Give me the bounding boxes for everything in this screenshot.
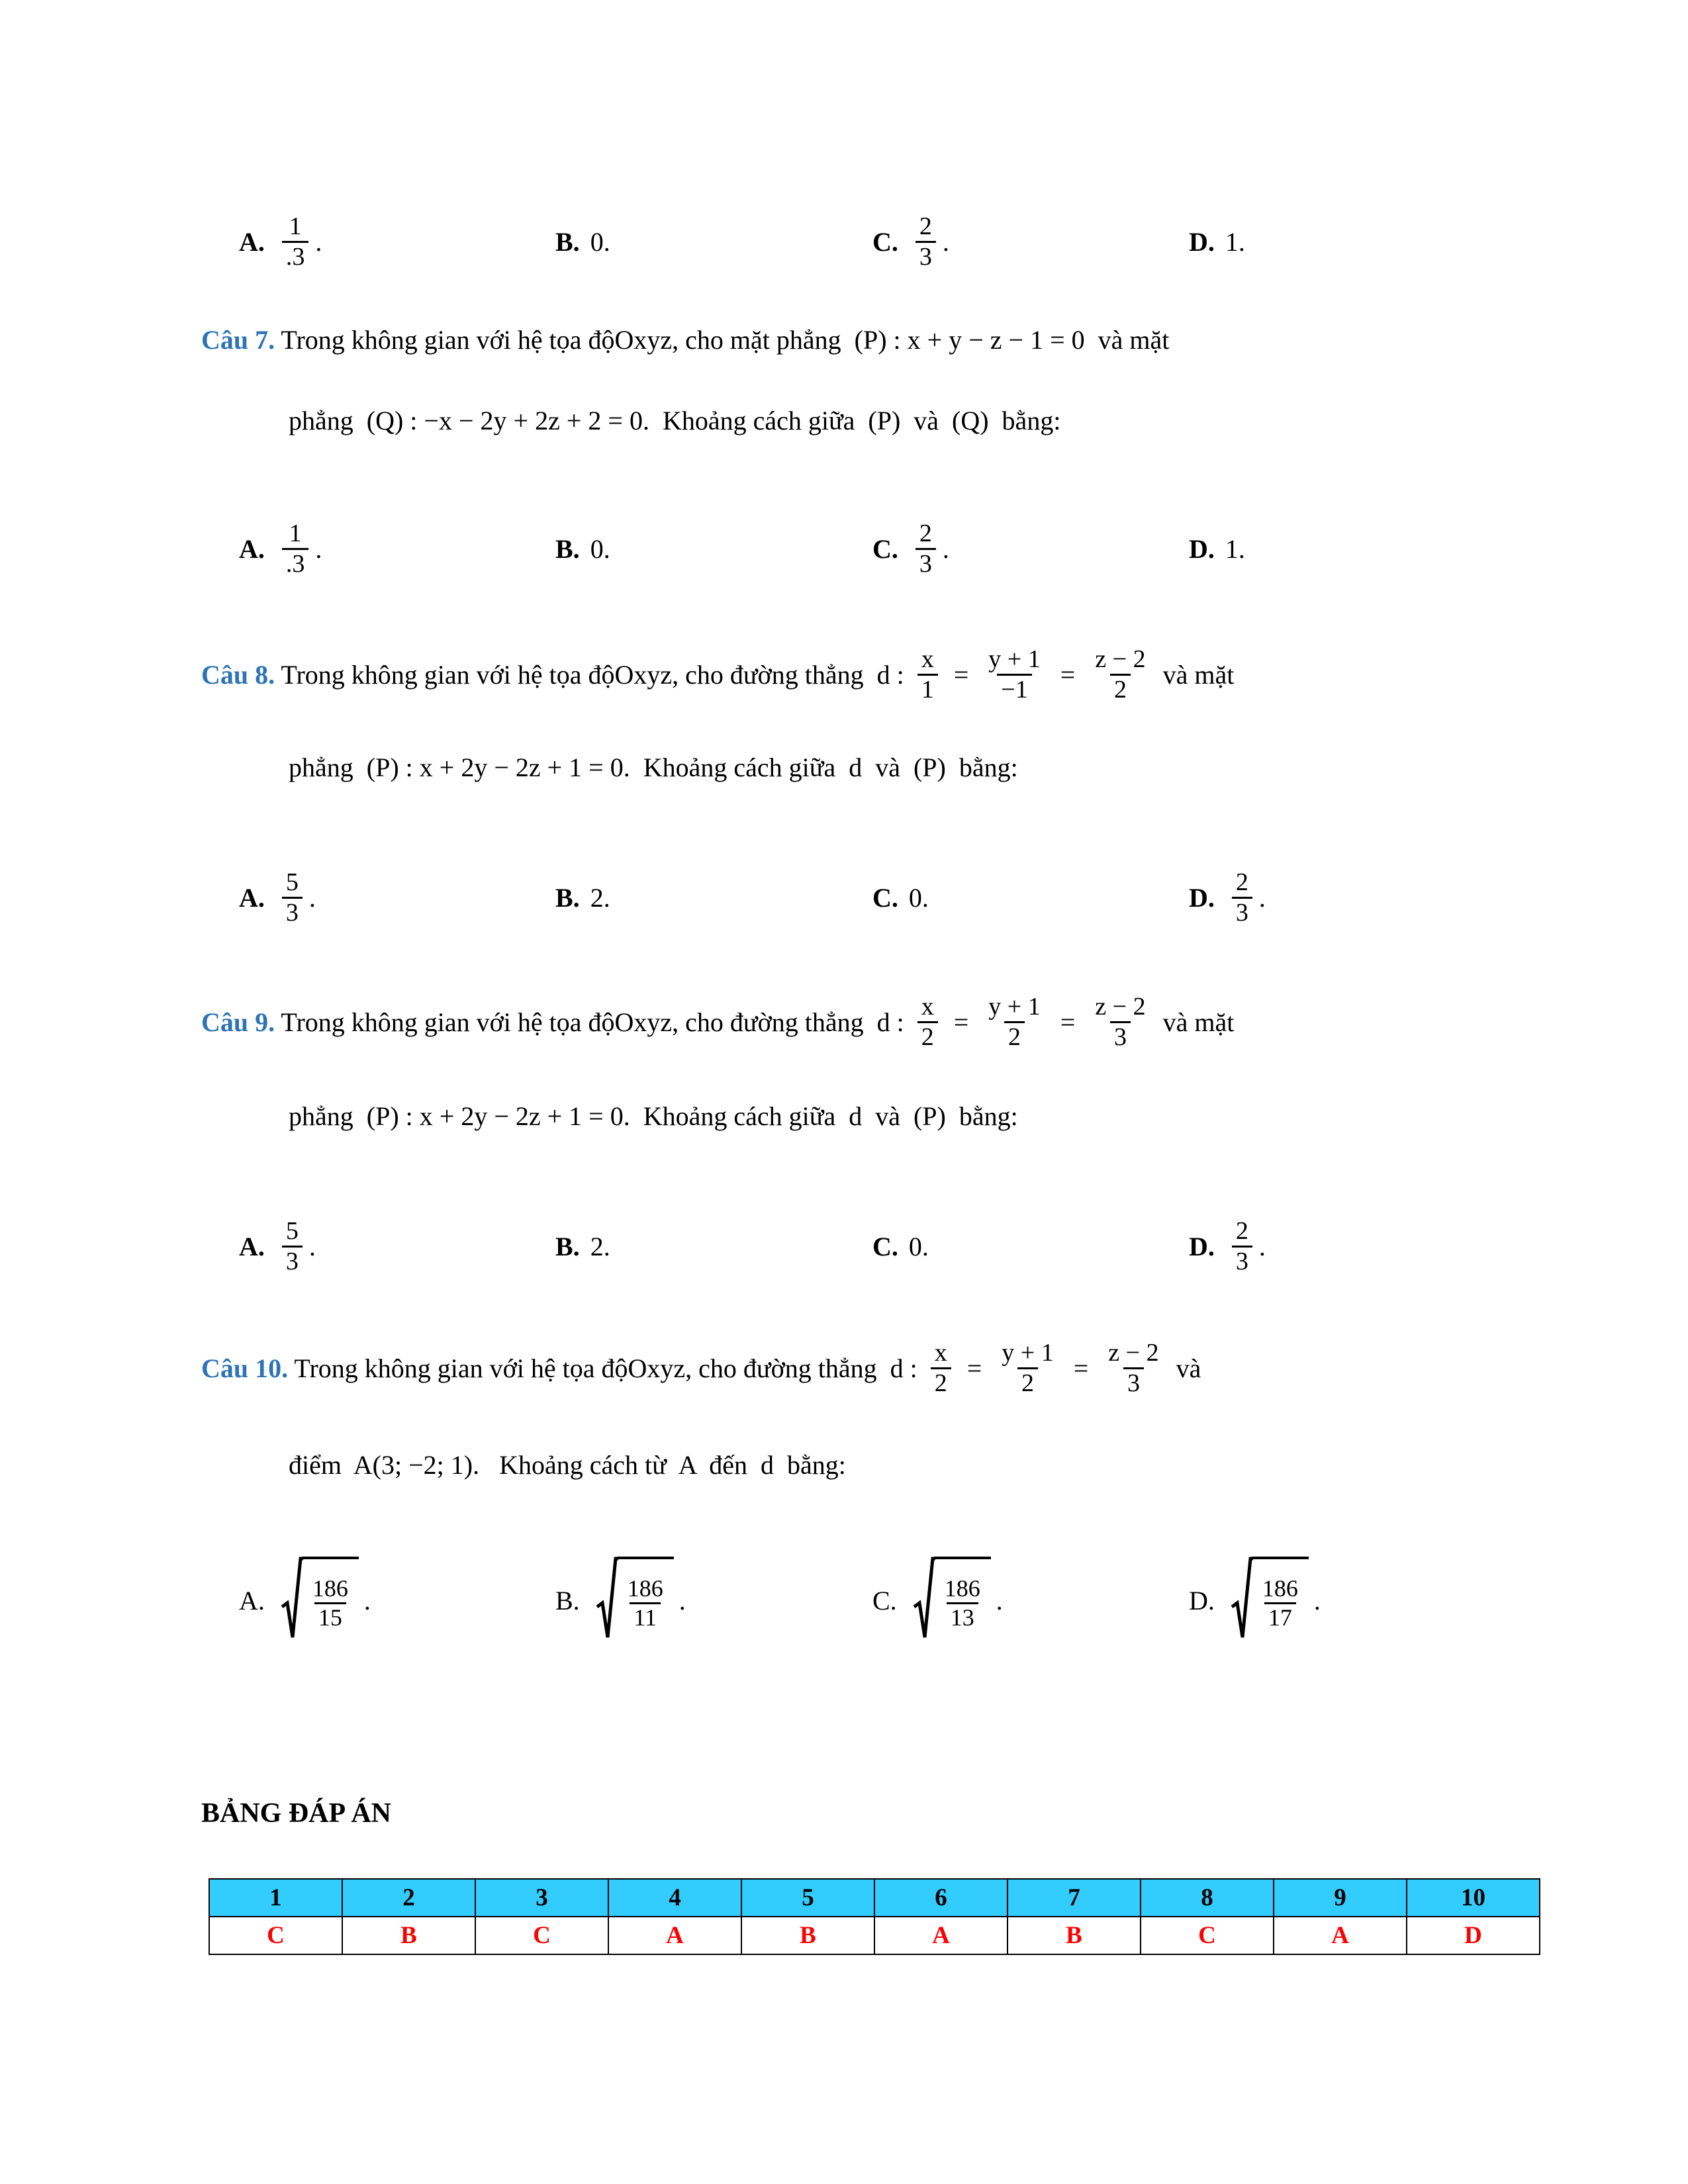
answer-key-answer: A [608,1917,741,1954]
option-d [1189,1206,1266,1286]
question-8-text: Trong không gian với hệ tọa độOxyz, cho đường thẳng d : [275,659,911,690]
option-d-label: D. [1189,1231,1215,1261]
fraction-denominator: .3 [282,241,309,271]
answer-key-answer: B [741,1917,874,1954]
fraction-y [984,993,1044,1051]
option-suffix: . [996,1585,1003,1615]
question-7-line2 [289,405,1060,436]
option-d-value: 1. [1225,226,1245,257]
question-7-line1 [201,324,1169,355]
option-suffix: . [363,1585,371,1615]
question-10-text-line2: điểm A(3; −2; 1). Khoảng cách từ A đến d bằng: [289,1450,846,1480]
question-9-text: Trong không gian với hệ tọa độOxyz, cho đường thẳng d : [275,1007,911,1037]
fraction-numerator: 5 [285,1216,299,1245]
option-a [239,1551,371,1650]
equals-sign: = [953,659,969,690]
answer-key-question-number: 4 [608,1879,741,1917]
option-suffix: . [679,1585,686,1615]
option-c [872,1206,929,1286]
sqrt-sign-icon [281,1557,303,1644]
answer-key-heading: BẢNG ĐÁP ÁN [201,1798,392,1829]
question-7-text: Trong không gian với hệ tọa độOxyz, cho mặt phẳng (P) : x + y − z − 1 = 0 và mặt [275,325,1170,355]
answer-key-answer: B [1008,1917,1141,1954]
fraction [1258,1575,1302,1631]
option-b [555,1206,610,1286]
option-suffix: . [315,533,322,564]
fraction-numerator: 186 [627,1575,663,1602]
question-10-text-cont: và [1169,1353,1201,1383]
answer-key-answer: C [475,1917,608,1954]
fraction-denominator: 2 [1004,1021,1025,1052]
fraction [1232,868,1252,927]
option-c-value: 0. [908,882,929,913]
option-d-label: D. [1189,226,1215,257]
option-d-label: D. [1189,1585,1215,1615]
fraction-denominator: 3 [1232,897,1252,927]
fraction-numerator: x [921,645,934,673]
option-b [555,858,610,937]
option-a-label: A. [239,1585,265,1615]
sqrt-radical [1231,1557,1309,1644]
fraction-numerator: y + 1 [988,645,1041,673]
option-a-label: A. [239,882,265,913]
question-10-text: Trong không gian với hệ tọa độOxyz, cho đường thẳng d : [288,1353,924,1383]
answer-key-answer: C [1141,1917,1274,1954]
answer-key-question-number: 8 [1141,1879,1274,1917]
option-c-label: C. [872,533,898,564]
option-d [1189,202,1245,281]
option-c-label: C. [872,882,898,913]
option-d [1189,509,1245,588]
fraction [915,212,936,271]
option-suffix: . [1258,1231,1266,1261]
option-b-label: B. [555,1585,580,1615]
fraction-denominator: 11 [630,1602,661,1631]
fraction-numerator: x [934,1339,947,1367]
option-b-value: 2. [590,1231,610,1261]
equals-sign: = [966,1353,982,1383]
option-a [239,509,322,588]
fraction-denominator: −1 [997,674,1031,704]
fraction [282,868,303,927]
fraction [941,1575,984,1631]
question-10-line1 [201,1339,1201,1397]
option-d [1189,1551,1321,1650]
option-suffix: . [1313,1585,1321,1615]
fraction-denominator: 3 [1110,1021,1131,1052]
answer-key-question-number: 3 [475,1879,608,1917]
equals-sign: = [1073,1353,1089,1383]
option-a [239,858,316,937]
sqrt-radical [281,1557,359,1644]
question-8-text-line2: phẳng (P) : x + 2y − 2z + 1 = 0. Khoảng cách giữa d và (P) bằng: [289,752,1018,782]
question-9-number: Câu 9. [201,1007,275,1037]
fraction-numerator: x [921,993,934,1021]
fraction-denominator: 2 [931,1367,951,1398]
answer-key-question-number: 1 [209,1879,342,1917]
fraction-denominator: 13 [947,1602,978,1631]
fraction-denominator: 3 [282,1246,303,1276]
option-a-label: A. [239,1231,265,1261]
option-c [872,858,929,937]
option-d-value: 1. [1225,533,1245,564]
fraction-numerator: y + 1 [1002,1339,1054,1367]
option-suffix: . [1258,882,1266,913]
option-b-label: B. [555,533,580,564]
fraction-denominator: 2 [1017,1367,1038,1398]
fraction-numerator: z − 2 [1095,993,1146,1021]
fraction-numerator: z − 2 [1095,645,1146,673]
option-suffix: . [315,226,322,257]
option-c-label: C. [872,226,898,257]
option-a-label: A. [239,226,265,257]
fraction-y [984,645,1044,704]
answer-key-answer: C [209,1917,342,1954]
fraction-x [931,1339,951,1397]
fraction-denominator: 3 [1123,1367,1144,1398]
option-a [239,1206,316,1286]
question-7-number: Câu 7. [201,325,275,355]
option-c-label: C. [872,1231,898,1261]
option-b-value: 2. [590,882,610,913]
answer-key-answer: B [342,1917,475,1954]
fraction-denominator: 1 [917,674,938,704]
option-b [555,509,610,588]
fraction-numerator: 186 [1262,1575,1298,1602]
fraction-denominator: 2 [917,1021,938,1052]
fraction-denominator: 3 [915,241,936,271]
answer-key-question-number: 2 [342,1879,475,1917]
option-c-value: 0. [908,1231,929,1261]
fraction-denominator: 17 [1264,1602,1296,1631]
fraction-numerator: z − 2 [1108,1339,1159,1367]
answer-key-question-number: 9 [1274,1879,1407,1917]
option-c [872,202,949,281]
answer-key-question-number: 7 [1008,1879,1141,1917]
fraction [282,1217,303,1275]
fraction-numerator: 186 [944,1575,980,1602]
fraction-denominator: 3 [1232,1246,1252,1276]
option-b [555,202,610,281]
option-suffix: . [308,1231,316,1261]
option-b-value: 0. [590,533,610,564]
question-8-line1 [201,645,1234,704]
option-suffix: . [942,533,949,564]
fraction-denominator: 3 [282,897,303,927]
sqrt-body [1252,1557,1309,1644]
fraction [624,1575,667,1631]
option-b-label: B. [555,1231,580,1261]
option-suffix: . [942,226,949,257]
question-9-text-cont: và mặt [1156,1007,1235,1037]
fraction-denominator: .3 [282,548,309,578]
equals-sign: = [953,1007,969,1037]
answer-key-question-number: 5 [741,1879,874,1917]
fraction-numerator: 186 [312,1575,348,1602]
question-9-line1 [201,993,1234,1051]
fraction-numerator: 5 [285,868,299,896]
option-b-value: 0. [590,226,610,257]
question-8-number: Câu 8. [201,659,275,690]
option-c [872,509,949,588]
answer-key-header-row [209,1879,1540,1917]
question-8-line2 [289,752,1018,783]
question-7-text-cont: phẳng (Q) : −x − 2y + 2z + 2 = 0. Khoảng cách giữa (P) và (Q) bằng: [289,406,1061,435]
question-8-text-cont: và mặt [1156,659,1235,690]
option-b [555,1551,686,1650]
fraction-numerator: 2 [919,519,932,547]
fraction-z [1104,1339,1162,1397]
answer-key-answer-row [209,1917,1540,1954]
fraction-denominator: 2 [1110,674,1131,704]
fraction-denominator: 3 [915,548,936,578]
option-d [1189,858,1266,937]
sqrt-sign-icon [1231,1557,1253,1644]
option-a-label: A. [239,533,265,564]
question-9-line2 [289,1101,1018,1132]
fraction-y [998,1339,1057,1397]
fraction-z [1091,645,1149,704]
option-b-label: B. [555,226,580,257]
fraction [915,520,936,578]
option-c [872,1551,1003,1650]
fraction-z [1091,993,1149,1051]
fraction-numerator: 2 [1235,1216,1248,1245]
question-10-number: Câu 10. [201,1353,289,1383]
fraction-denominator: 15 [314,1602,346,1631]
equals-sign: = [1060,659,1076,690]
fraction [1232,1217,1252,1275]
fraction-numerator: 1 [289,519,302,547]
question-9-text-line2: phẳng (P) : x + 2y − 2z + 1 = 0. Khoảng cách giữa d và (P) bằng: [289,1101,1018,1131]
fraction-numerator: y + 1 [988,993,1041,1021]
sqrt-sign-icon [913,1557,935,1644]
option-c-label: C. [872,1585,897,1615]
equals-sign: = [1060,1007,1076,1037]
answer-key-answer: A [874,1917,1008,1954]
fraction [282,212,309,271]
option-d-label: D. [1189,882,1215,913]
fraction-numerator: 1 [289,212,302,240]
sqrt-radical [596,1557,674,1644]
fraction-numerator: 2 [1235,868,1248,896]
fraction-numerator: 2 [919,212,932,240]
option-b-label: B. [555,882,580,913]
sqrt-body [302,1557,359,1644]
answer-key-table [209,1878,1540,1955]
option-d-label: D. [1189,533,1215,564]
fraction-x [917,993,938,1051]
sqrt-sign-icon [596,1557,618,1644]
sqrt-body [934,1557,991,1644]
answer-key-question-number: 10 [1407,1879,1540,1917]
option-a [239,202,322,281]
answer-key-answer: A [1274,1917,1407,1954]
fraction [308,1575,352,1631]
sqrt-radical [913,1557,991,1644]
option-suffix: . [308,882,316,913]
answer-key-answer: D [1407,1917,1540,1954]
fraction-x [917,645,938,704]
sqrt-body [617,1557,674,1644]
fraction [282,520,309,578]
answer-key-question-number: 6 [874,1879,1008,1917]
question-10-line2 [289,1449,846,1480]
